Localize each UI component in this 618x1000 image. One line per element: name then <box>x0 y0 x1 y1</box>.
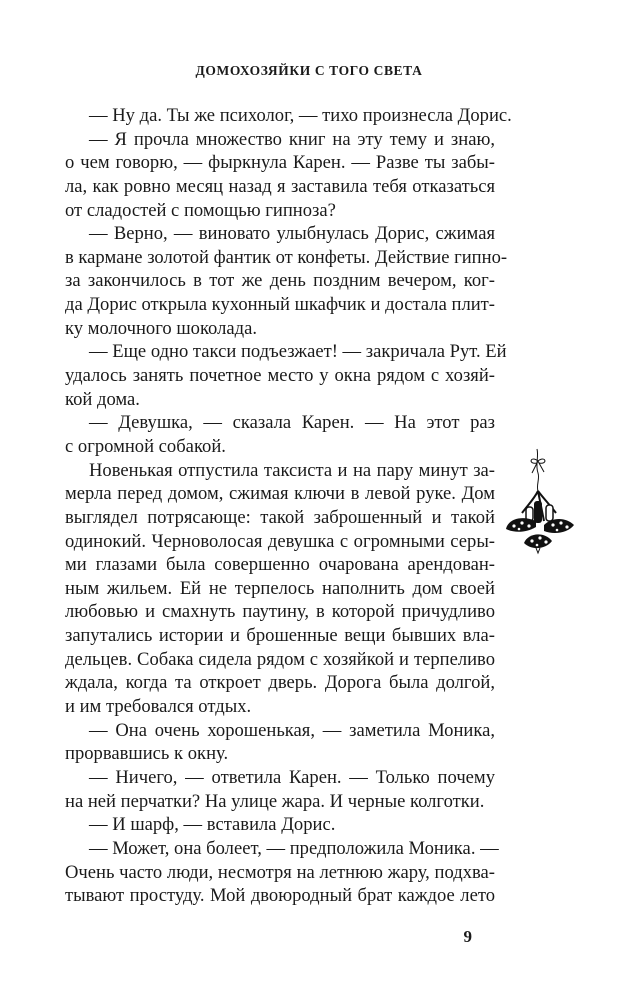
text-line: Новенькая отпустила таксиста и на пару минут за- <box>89 459 495 481</box>
text-line: мерла перед домом, сжимая ключи в левой руке. Дом <box>65 483 495 505</box>
text-line: о чем говорю, — фыркнула Карен. — Разве ты забы- <box>65 152 495 174</box>
text-line: — Ну да. Ты же психолог, — тихо произнесла Дорис. <box>89 105 512 126</box>
running-header: ДОМОХОЗЯЙКИ С ТОГО СВЕТА <box>195 63 423 78</box>
text-line: — Еще одно такси подъезжает! — закричала Рут. Ей <box>89 341 507 363</box>
text-line: от сладостей с помощью гипноза? <box>65 199 336 221</box>
text-line: — И шарф, — вставила Дорис. <box>89 814 336 836</box>
text-line: ми глазами была совершенно очарована арендован- <box>65 554 495 576</box>
text-line: — Верно, — виновато улыбнулась Дорис, сжимая <box>89 223 495 245</box>
text-line: с огромной собакой. <box>65 435 226 457</box>
text-line: на ней перчатки? На улице жара. И черные колготки. <box>65 790 485 812</box>
text-line: — Она очень хорошенькая, — заметила Моника, <box>89 719 495 741</box>
text-line: ла, как ровно месяц назад я заставила тебя отказаться <box>65 175 495 197</box>
text-line: и им требовался отдых. <box>65 696 252 718</box>
text-line: да Дорис открыла кухонный шкафчик и достала плит- <box>65 294 495 316</box>
text-line: ным жильем. Ей не терпелось наполнить дом своей <box>65 577 495 599</box>
text-line: любовью и смахнуть паутину, в которой причудливо <box>65 601 495 623</box>
body-text <box>65 104 512 908</box>
text-line: дельцев. Собака сидела рядом с хозяйкой и терпеливо <box>65 648 495 670</box>
text-line: выглядел потрясающе: такой заброшенный и такой <box>65 506 495 528</box>
page-number: 9 <box>463 927 472 946</box>
text-line: удалось занять почетное место у окна рядом с хозяй- <box>65 365 495 387</box>
text-line: одинокий. Черноволосая девушка с огромными серы- <box>65 530 495 552</box>
hanging-mushrooms-icon <box>500 447 578 564</box>
text-line: Очень часто люди, несмотря на летнюю жару, подхва- <box>65 861 495 883</box>
text-line: — Ничего, — ответила Карен. — Только почему <box>89 766 495 788</box>
text-line: ждала, когда та откроет дверь. Дорога была долгой, <box>65 672 495 694</box>
text-line: ку молочного шоколада. <box>65 317 257 339</box>
text-line: тывают простуду. Мой двоюродный брат каждое лето <box>65 885 495 907</box>
text-line: — Может, она болеет, — предположила Моника. — <box>89 837 499 859</box>
text-line: кой дома. <box>65 388 140 410</box>
text-line: прорвавшись к окну. <box>65 743 229 765</box>
text-line: за закончилось в тот же день поздним вечером, ког- <box>65 270 495 292</box>
text-line: в кармане золотой фантик от конфеты. Действие гипно- <box>65 246 508 268</box>
text-line: — Девушка, — сказала Карен. — На этот раз <box>89 412 495 434</box>
text-line: запутались истории и брошенные вещи бывших вла- <box>65 625 495 647</box>
text-line: — Я прочла множество книг на эту тему и знаю, <box>89 128 495 150</box>
